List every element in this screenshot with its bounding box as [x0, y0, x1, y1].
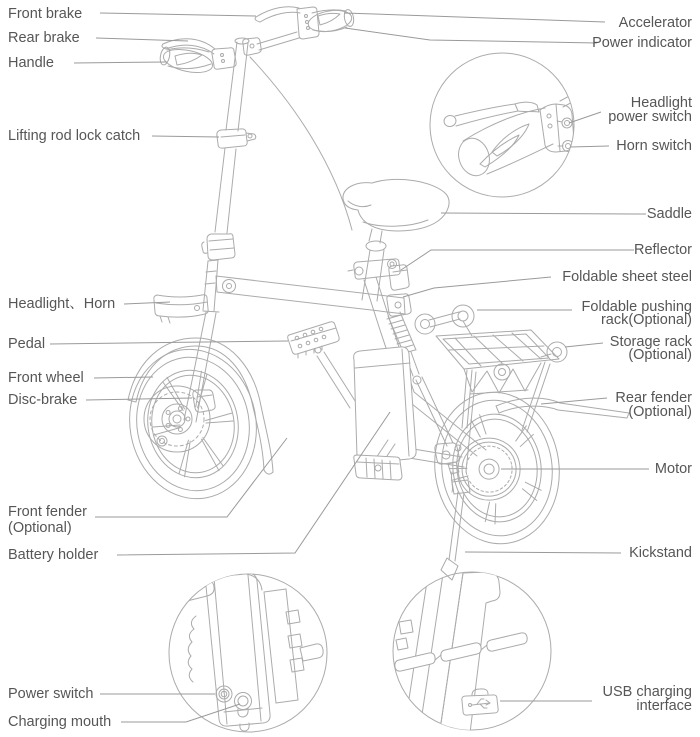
- detail-circle-handlebar-controls: [430, 53, 580, 197]
- leader-reflector: [401, 250, 634, 270]
- detail-circle-battery-holder: [169, 574, 327, 732]
- label-rear-brake: Rear brake: [8, 30, 80, 46]
- battery-box: [354, 347, 417, 467]
- label-accelerator: Accelerator: [618, 15, 692, 31]
- leader-lifting-rod-lock-catch: [152, 136, 219, 137]
- leader-saddle: [441, 213, 646, 214]
- label-front-fender-line1: Front fender: [8, 504, 87, 520]
- labels: [8, 6, 693, 730]
- label-front-wheel: Front wheel: [8, 370, 84, 386]
- seat-post: [348, 229, 400, 330]
- label-saddle: Saddle: [646, 206, 692, 222]
- label-storage-rack-line1: Storage rack: [609, 334, 692, 350]
- pushing-rack-knob: [415, 314, 435, 334]
- saddle: [343, 179, 449, 231]
- brake-caliper: [193, 390, 215, 412]
- leader-foldable-sheet-steel: [403, 277, 551, 297]
- steering-column: [202, 38, 256, 311]
- storage-rack: [415, 305, 567, 472]
- label-lifting-rod-lock-catch: Lifting rod lock catch: [8, 128, 141, 144]
- label-storage-rack-line2: (Optional): [628, 347, 692, 363]
- rear-fender: [496, 398, 629, 418]
- label-rear-fender-line2: (Optional): [628, 404, 692, 420]
- leader-front-brake: [100, 13, 256, 16]
- label-headlight-power-switch-line2: power switch: [608, 109, 692, 125]
- label-front-brake: Front brake: [8, 6, 83, 22]
- leader-accelerator: [344, 13, 605, 22]
- label-headlight-power-switch-line1: Headlight: [630, 95, 692, 111]
- leader-kickstand: [465, 552, 621, 553]
- label-handle: Handle: [8, 55, 54, 71]
- leader-power-indicator: [345, 28, 597, 43]
- lifting-rod-lock-catch: [217, 129, 247, 148]
- leader-storage-rack: [565, 343, 603, 347]
- label-foldable-pushing-rack-line1: Foldable pushing: [581, 299, 692, 315]
- label-charging-mouth: Charging mouth: [8, 714, 112, 730]
- headlight-horn-unit: [154, 295, 208, 323]
- label-power-switch: Power switch: [8, 686, 94, 702]
- label-motor: Motor: [654, 461, 692, 477]
- leader-handle: [74, 62, 167, 63]
- bike-artwork: [118, 7, 629, 733]
- handlebar: [159, 7, 355, 230]
- label-battery-holder: Battery holder: [8, 547, 99, 563]
- label-disc-brake: Disc-brake: [8, 392, 78, 408]
- pedal: [288, 322, 357, 408]
- label-rear-fender-line1: Rear fender: [615, 390, 692, 406]
- leader-rear-brake: [96, 38, 188, 41]
- label-foldable-sheet-steel: Foldable sheet steel: [562, 269, 692, 285]
- main-frame: [216, 276, 405, 314]
- label-kickstand: Kickstand: [629, 545, 692, 561]
- label-usb-charging-interface-line1: USB charging: [602, 684, 692, 700]
- leader-rear-fender: [541, 398, 607, 404]
- detail-circle-usb-interface: [393, 572, 565, 733]
- front-wheel: [118, 339, 268, 509]
- label-power-indicator: Power indicator: [592, 35, 692, 51]
- label-foldable-pushing-rack-line2: rack(Optional): [600, 312, 692, 328]
- kickstand: [441, 480, 470, 580]
- leader-horn-switch: [570, 146, 609, 147]
- label-reflector: Reflector: [633, 242, 692, 258]
- label-front-fender-line2: (Optional): [8, 520, 72, 536]
- label-usb-charging-interface-line2: interface: [636, 698, 692, 714]
- label-pedal: Pedal: [8, 336, 46, 352]
- label-horn-switch: Horn switch: [616, 138, 692, 154]
- label-headlight-horn: Headlight、Horn: [8, 296, 116, 312]
- leader-lines: [50, 13, 649, 722]
